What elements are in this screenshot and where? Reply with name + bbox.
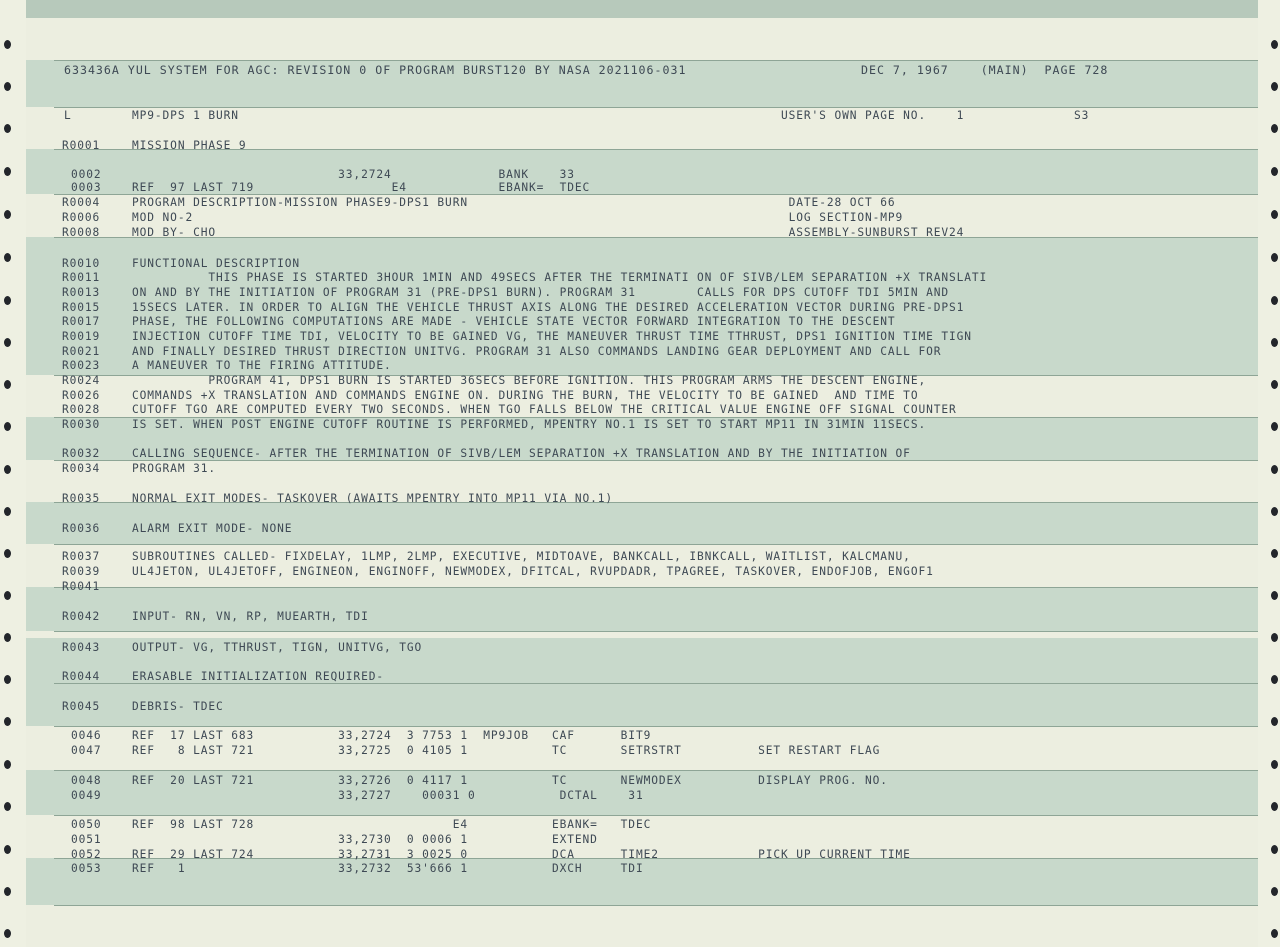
line-text: MOD NO-2 LOG SECTION-MP9 xyxy=(132,211,904,224)
users-page-number: USER'S OWN PAGE NO. 1 xyxy=(781,109,965,122)
line-number: 0046 xyxy=(71,729,102,742)
listing-date-page: DEC 7, 1967 (MAIN) PAGE 728 xyxy=(861,63,1109,77)
line-number: R0041 xyxy=(62,580,101,593)
line-number: R0045 xyxy=(62,700,101,713)
line-text: A MANEUVER TO THE FIRING ATTITUDE. xyxy=(132,359,392,372)
line-text: MOD BY- CHO ASSEMBLY-SUNBURST REV24 xyxy=(132,226,965,239)
line-text: REF 29 LAST 724 33,2731 3 0025 0 DCA TIME2 PICK UP CURRENT TIME xyxy=(132,848,911,861)
line-number: R0039 xyxy=(62,565,101,578)
line-text: SUBROUTINES CALLED- FIXDELAY, 1LMP, 2LMP, EXECUTIVE, MIDTOAVE, BANKCALL, IBNKCALL, WAITLIST, KALCMANU, xyxy=(132,550,911,563)
line-text: REF 1 33,2732 53'666 1 DXCH TDI xyxy=(132,862,644,875)
line-text: PROGRAM 31. xyxy=(132,462,216,475)
top-paper-strip xyxy=(0,0,1280,18)
line-text: DEBRIS- TDEC xyxy=(132,700,224,713)
line-number: R0023 xyxy=(62,359,101,372)
line-text: 15SECS LATER. IN ORDER TO ALIGN THE VEHICLE THRUST AXIS ALONG THE DESIRED ACCELERATION VECTOR DURING PRE-DPS1 xyxy=(132,301,965,314)
line-number: R0013 xyxy=(62,286,101,299)
line-number: 0053 xyxy=(71,862,102,875)
listing-header: 633436A YUL SYSTEM FOR AGC: REVISION 0 OF PROGRAM BURST120 BY NASA 2021106-031 xyxy=(64,63,687,77)
line-number: R0043 xyxy=(62,641,101,654)
line-number: R0037 xyxy=(62,550,101,563)
line-text: FUNCTIONAL DESCRIPTION xyxy=(132,257,300,270)
line-number: R0035 xyxy=(62,492,101,505)
line-text: PHASE, THE FOLLOWING COMPUTATIONS ARE MADE - VEHICLE STATE VECTOR FORWARD INTEGRATION TO THE DESCENT xyxy=(132,315,896,328)
line-text: ERASABLE INITIALIZATION REQUIRED- xyxy=(132,670,384,683)
line-text: ALARM EXIT MODE- NONE xyxy=(132,522,293,535)
line-number: R0017 xyxy=(62,315,101,328)
line-text: REF 97 LAST 719 E4 EBANK= TDEC xyxy=(132,181,591,194)
line-text: 33,2724 BANK 33 xyxy=(132,168,575,181)
line-text: INPUT- RN, VN, RP, MUEARTH, TDI xyxy=(132,610,369,623)
line-number: R0036 xyxy=(62,522,101,535)
line-number: R0015 xyxy=(62,301,101,314)
line-number: R0019 xyxy=(62,330,101,343)
line-number: R0044 xyxy=(62,670,101,683)
line-text: IS SET. WHEN POST ENGINE CUTOFF ROUTINE IS PERFORMED, MPENTRY NO.1 IS SET TO START MP11 IN 31MIN 11SECS. xyxy=(132,418,927,431)
line-number: R0026 xyxy=(62,389,101,402)
line-number: R0004 xyxy=(62,196,101,209)
line-number: 0003 xyxy=(71,181,102,194)
line-number: R0034 xyxy=(62,462,101,475)
line-number: 0050 xyxy=(71,818,102,831)
line-text: NORMAL EXIT MODES- TASKOVER (AWAITS MPENTRY INTO MP11 VIA NO.1) xyxy=(132,492,614,505)
line-text: 33,2730 0 0006 1 EXTEND xyxy=(132,833,598,846)
program-title: MP9-DPS 1 BURN xyxy=(132,109,239,122)
line-number: R0028 xyxy=(62,403,101,416)
line-number: R0010 xyxy=(62,257,101,270)
line-number: R0032 xyxy=(62,447,101,460)
line-number: R0030 xyxy=(62,418,101,431)
line-text: UL4JETON, UL4JETOFF, ENGINEON, ENGINOFF, NEWMODEX, DFITCAL, RVUPDADR, TPAGREE, TASKOVER, ENDOFJOB, ENGOF1 xyxy=(132,565,934,578)
line-text: MISSION PHASE 9 xyxy=(132,139,247,152)
line-text: REF 98 LAST 728 E4 EBANK= TDEC xyxy=(132,818,652,831)
line-text: THIS PHASE IS STARTED 3HOUR 1MIN AND 49SECS AFTER THE TERMINATI ON OF SIVB/LEM SEPARATION +X TRANSLATI xyxy=(132,271,988,284)
line-text: REF 8 LAST 721 33,2725 0 4105 1 TC SETRSTRT SET RESTART FLAG xyxy=(132,744,881,757)
line-number: 0047 xyxy=(71,744,102,757)
line-number: 0052 xyxy=(71,848,102,861)
line-number: 0049 xyxy=(71,789,102,802)
line-number: R0006 xyxy=(62,211,101,224)
line-text: REF 17 LAST 683 33,2724 3 7753 1 MP9JOB CAF BIT9 xyxy=(132,729,652,742)
page-code: S3 xyxy=(1074,109,1090,122)
line-number: R0011 xyxy=(62,271,101,284)
line-number: R0001 xyxy=(62,139,101,152)
line-number: R0008 xyxy=(62,226,101,239)
line-number: R0042 xyxy=(62,610,101,623)
line-text: COMMANDS +X TRANSLATION AND COMMANDS ENGINE ON. DURING THE BURN, THE VELOCITY TO BE GAINED AND TIME TO xyxy=(132,389,919,402)
line-text: OUTPUT- VG, TTHRUST, TIGN, UNITVG, TGO xyxy=(132,641,423,654)
line-text: PROGRAM 41, DPS1 BURN IS STARTED 36SECS BEFORE IGNITION. THIS PROGRAM ARMS THE DESCENT ENGINE, xyxy=(132,374,927,387)
line-text: CUTOFF TGO ARE COMPUTED EVERY TWO SECONDS. WHEN TGO FALLS BELOW THE CRITICAL VALUE ENGINE OFF SIGNAL COUNTER xyxy=(132,403,957,416)
line-number: 0048 xyxy=(71,774,102,787)
line-number: 0002 xyxy=(71,168,102,181)
line-number: 0051 xyxy=(71,833,102,846)
line-text: CALLING SEQUENCE- AFTER THE TERMINATION OF SIVB/LEM SEPARATION +X TRANSLATION AND BY THE INITIATION OF xyxy=(132,447,911,460)
line-number: R0021 xyxy=(62,345,101,358)
line-text: ON AND BY THE INITIATION OF PROGRAM 31 (PRE-DPS1 BURN). PROGRAM 31 CALLS FOR DPS CUTOFF TDI 5MIN AND xyxy=(132,286,949,299)
line-text: REF 20 LAST 721 33,2726 0 4117 1 TC NEWMODEX DISPLAY PROG. NO. xyxy=(132,774,888,787)
printout-sheet xyxy=(26,18,1258,947)
line-text: AND FINALLY DESIRED THRUST DIRECTION UNITVG. PROGRAM 31 ALSO COMMANDS LANDING GEAR DEPLOYMENT AND CALL FOR xyxy=(132,345,942,358)
line-text: PROGRAM DESCRIPTION-MISSION PHASE9-DPS1 BURN DATE-28 OCT 66 xyxy=(132,196,896,209)
listing-marker: L xyxy=(64,109,72,122)
line-text: INJECTION CUTOFF TIME TDI, VELOCITY TO BE GAINED VG, THE MANEUVER THRUST TIME TTHRUST, DPS1 IGNITION TIME TIGN xyxy=(132,330,972,343)
line-number: R0024 xyxy=(62,374,101,387)
line-text: 33,2727 00031 0 DCTAL 31 xyxy=(132,789,644,802)
